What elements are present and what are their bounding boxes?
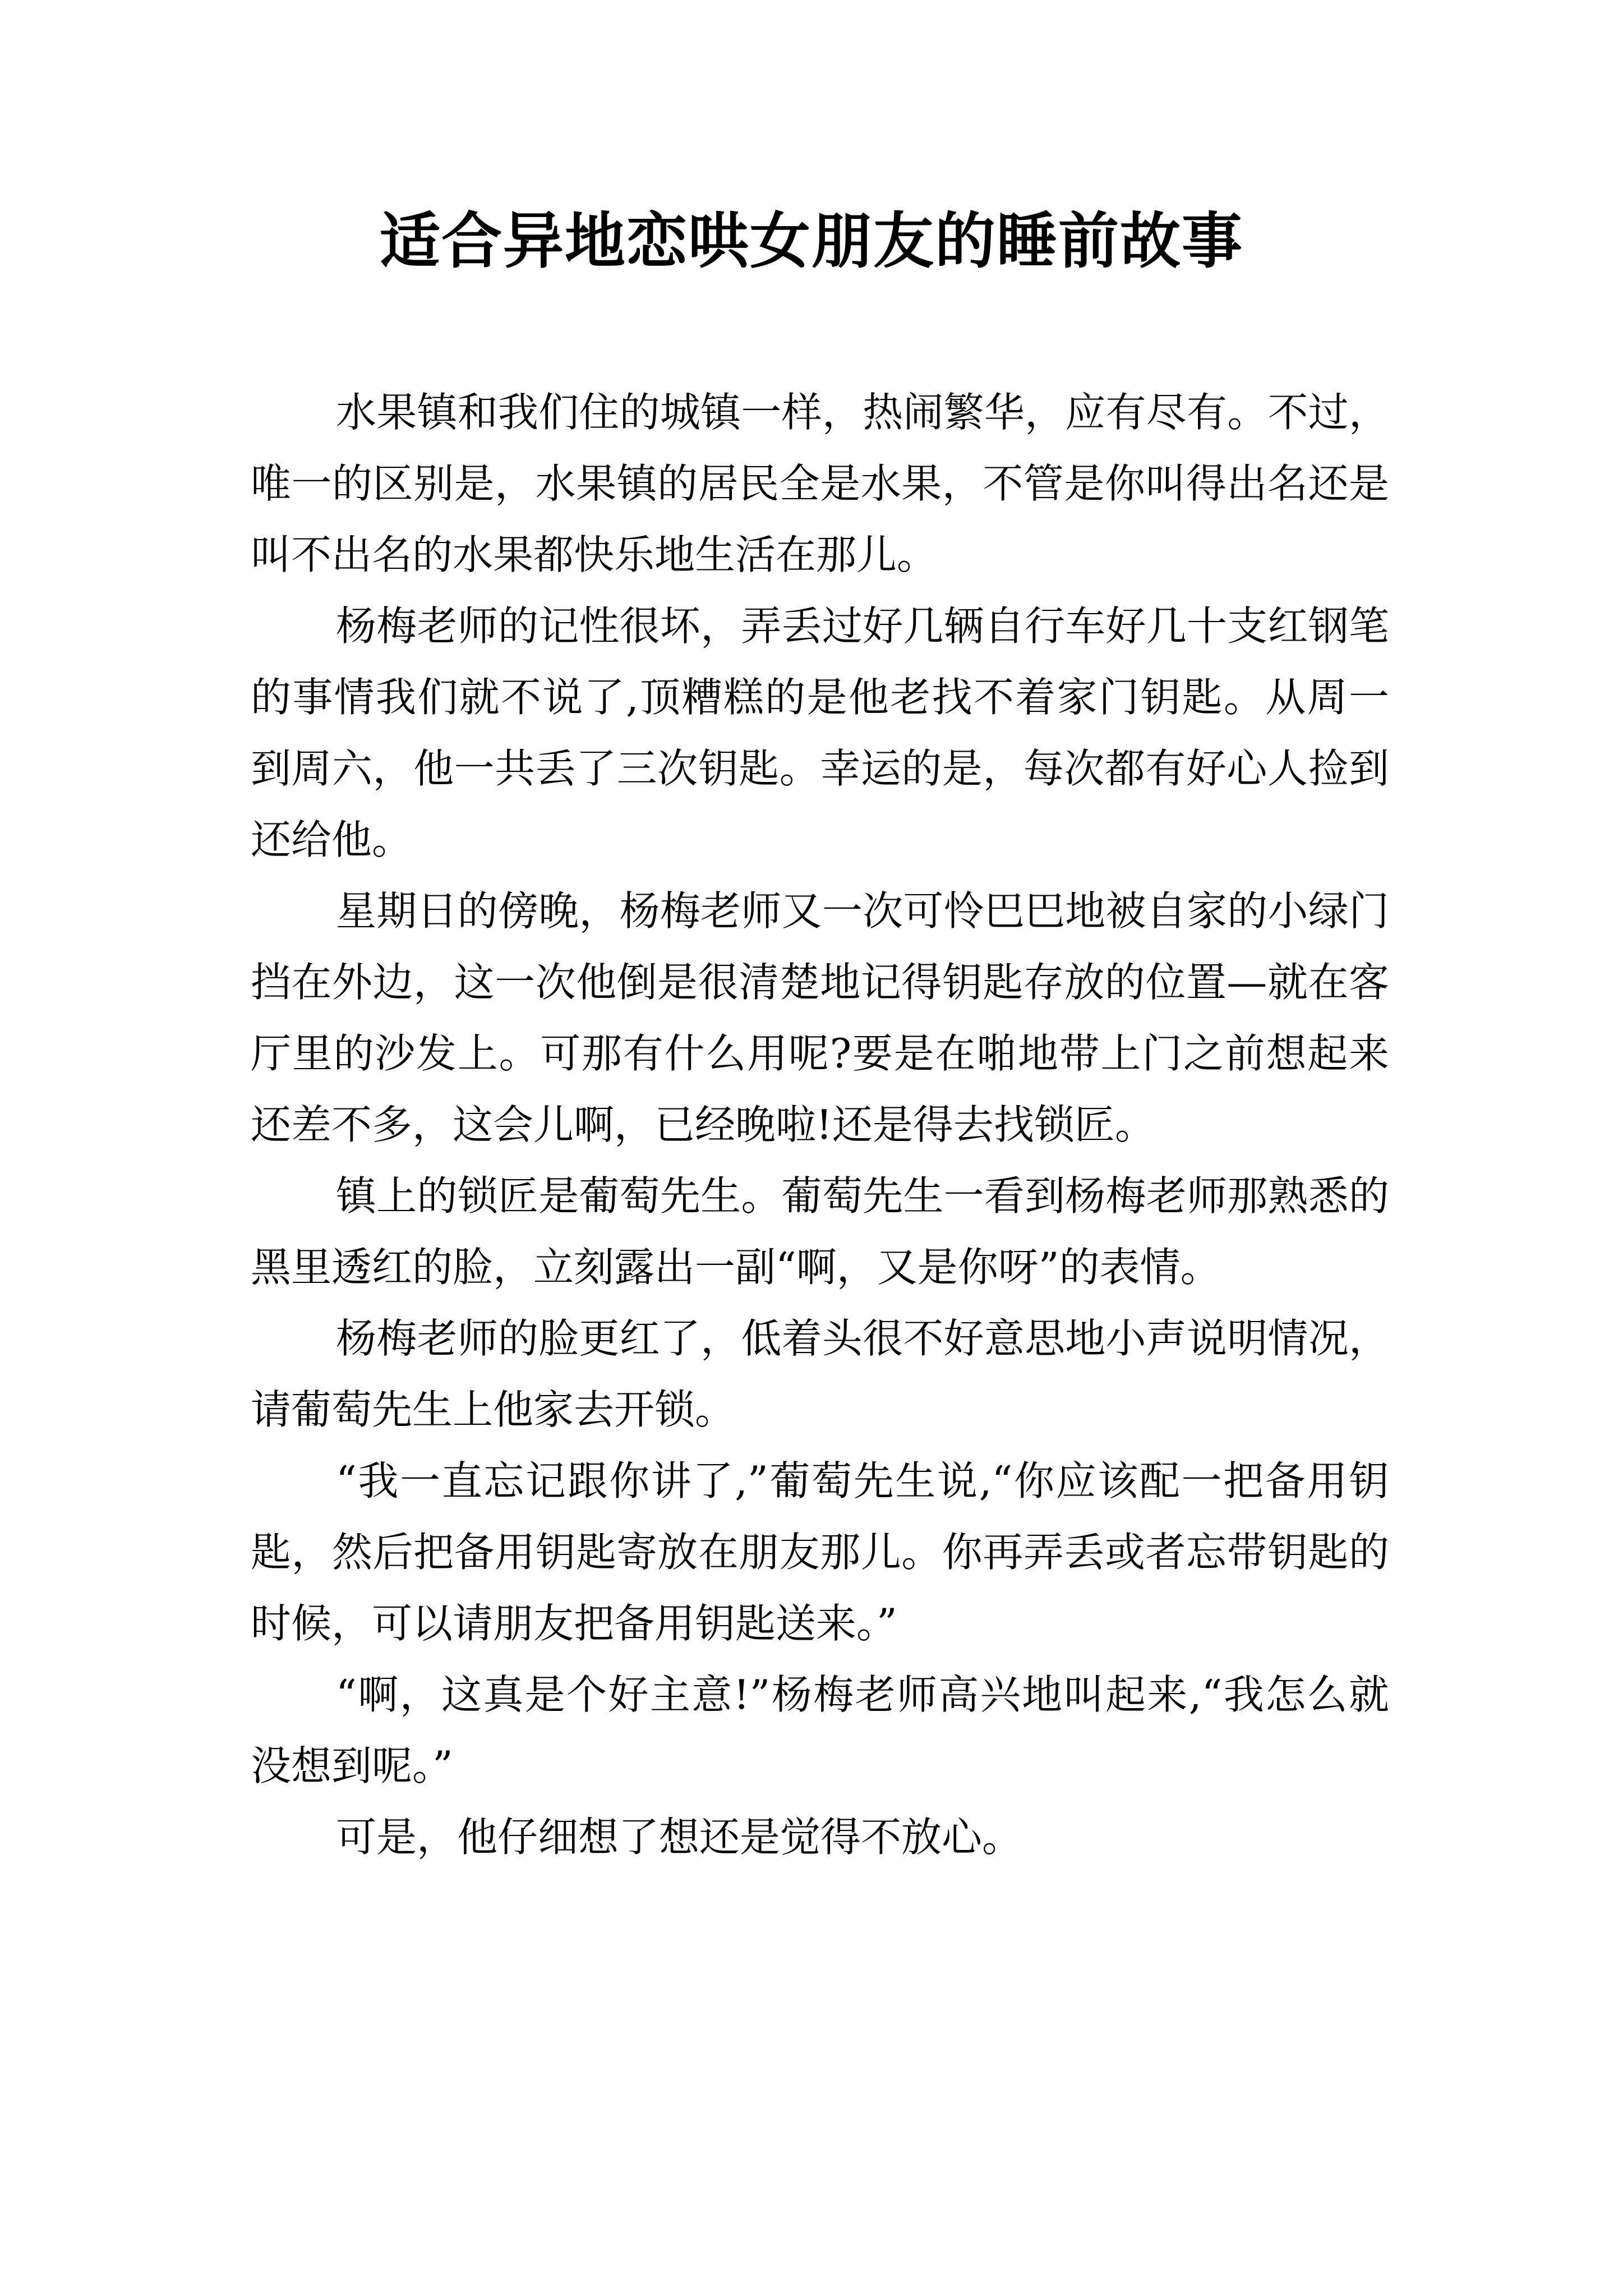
paragraph-5: 杨梅老师的脸更红了，低着头很不好意思地小声说明情况，请葡萄先生上他家去开锁。 <box>251 1315 1389 1433</box>
paragraph-7: “啊，这真是个好主意!”杨梅老师高兴地叫起来,“我怎么就没想到呢。” <box>251 1671 1389 1789</box>
paragraph-1: 水果镇和我们住的城镇一样，热闹繁华，应有尽有。不过，唯一的区别是，水果镇的居民全是水果，不管是你叫得出名还是叫不出名的水果都快乐地生活在那儿。 <box>251 389 1389 578</box>
paragraph-6: “我一直忘记跟你讲了,”葡萄先生说,“你应该配一把备用钥匙，然后把备用钥匙寄放在朋友那儿。你再弄丢或者忘带钥匙的时候，可以请朋友把备用钥匙送来。” <box>251 1457 1389 1647</box>
paragraph-2: 杨梅老师的记性很坏，弄丢过好几辆自行车好几十支红钢笔的事情我们就不说了,顶糟糕的是他老找不着家门钥匙。从周一到周六，他一共丢了三次钥匙。幸运的是，每次都有好心人捡到还给他。 <box>251 602 1389 863</box>
document-body <box>251 377 1389 1873</box>
document-title: 适合异地恋哄女朋友的睡前故事 <box>379 206 1243 277</box>
paragraph-8: 可是，他仔细想了想还是觉得不放心。 <box>336 1814 1023 1861</box>
paragraph-3: 星期日的傍晚，杨梅老师又一次可怜巴巴地被自家的小绿门挡在外边，这一次他倒是很清楚地记得钥匙存放的位置—就在客厅里的沙发上。可那有什么用呢?要是在啪地带上门之前想起来还差不多，这会儿啊，已经晚啦!还是得去找锁匠。 <box>251 887 1389 1148</box>
paragraph-4: 镇上的锁匠是葡萄先生。葡萄先生一看到杨梅老师那熟悉的黑里透红的脸，立刻露出一副“啊，又是你呀”的表情。 <box>251 1172 1389 1291</box>
